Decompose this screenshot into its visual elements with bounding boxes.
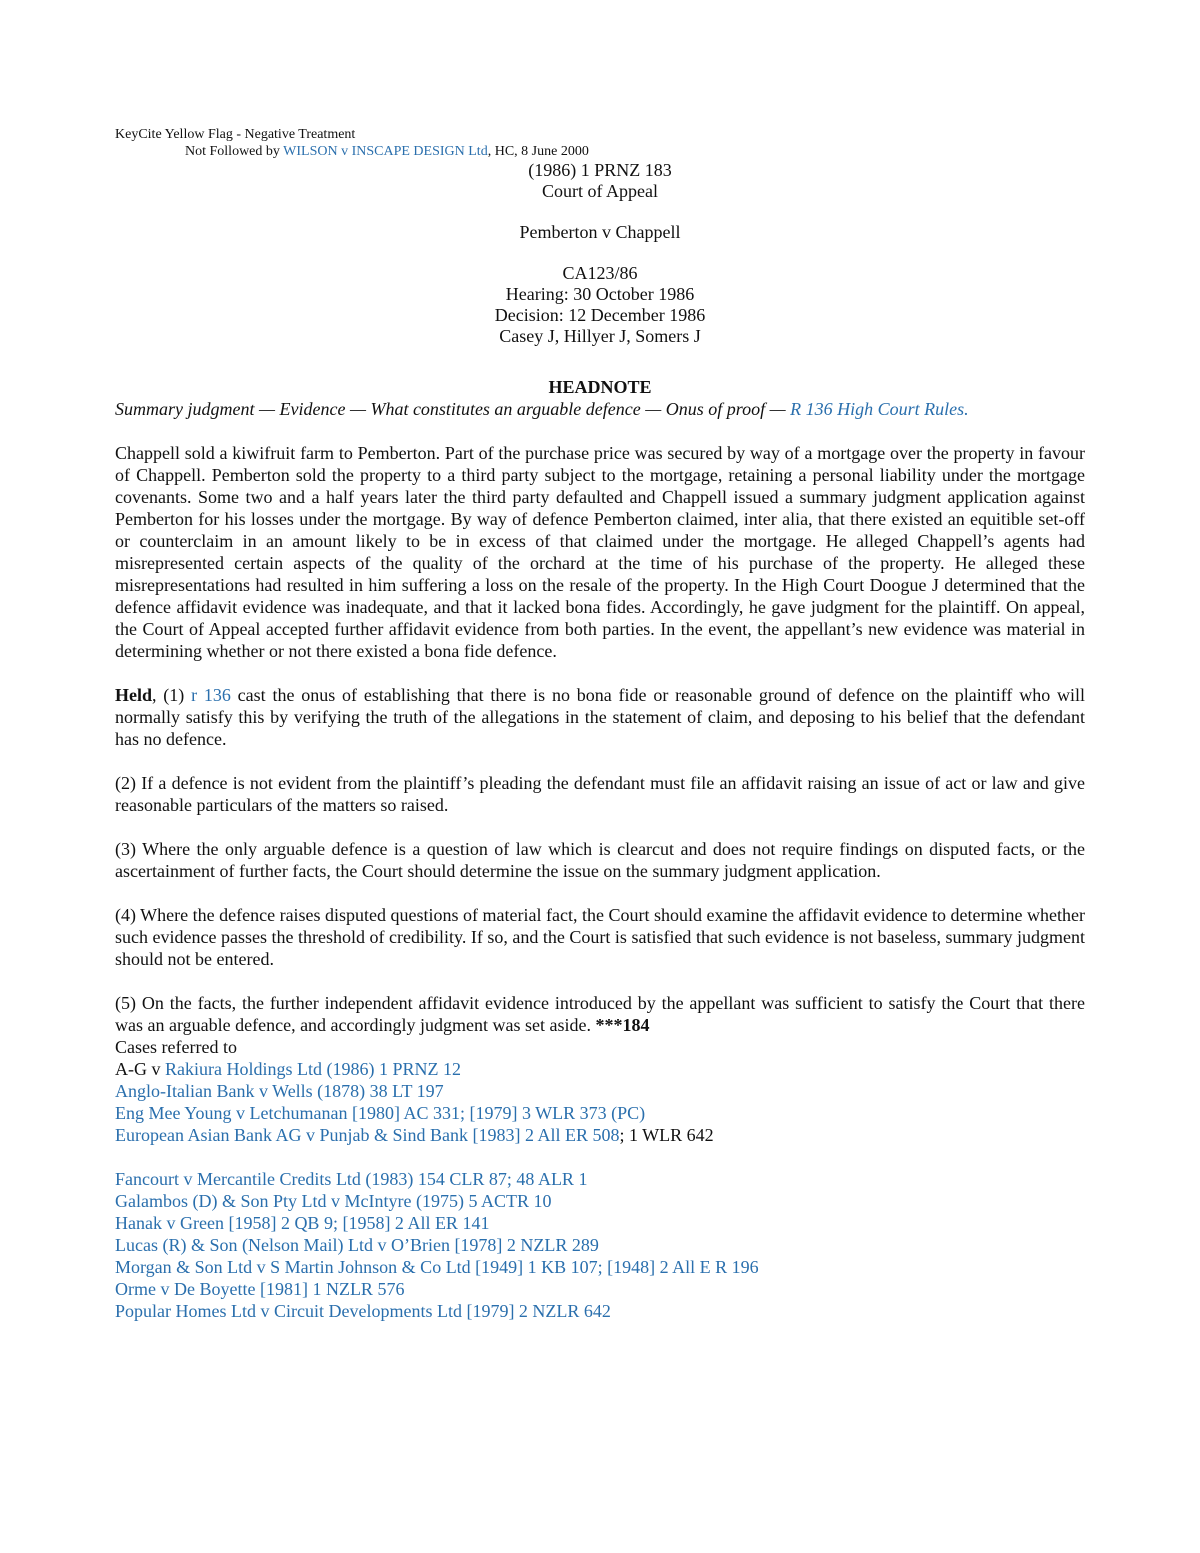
citation: (1986) 1 PRNZ 183: [528, 160, 672, 180]
case-item: [115, 1080, 1085, 1102]
document-page: [115, 126, 1085, 1322]
rule-136-link[interactable]: R 136 High Court Rules.: [790, 399, 969, 419]
keycite-treatment: [115, 143, 1085, 160]
held-1-text: cast the onus of establishing that there is no bona fide or reasonable ground of defence on the plaintiff who will normally satisfy this by verifying the truth of the allegations in the statement of claim, and deposing to his belief that the defendant has no defence.: [115, 685, 1085, 749]
case-item: [115, 1300, 1085, 1322]
case-link[interactable]: European Asian Bank AG v Punjab & Sind Bank [1983] 2 All ER 508: [115, 1125, 620, 1145]
held-3: (3) Where the only arguable defence is a question of law which is clearcut and does not require findings on disputed facts, or the ascertainment of further facts, the Court should determine the issue on the summary judgment application.: [115, 839, 1085, 881]
case-item: [115, 1124, 1085, 1146]
held-1-prefix: , (1): [152, 685, 192, 705]
case-prefix: A-G v: [115, 1059, 165, 1079]
case-suffix: ; 1 WLR 642: [619, 1125, 714, 1145]
held-4: (4) Where the defence raises disputed questions of material fact, the Court should examine the affidavit evidence to determine whether such evidence passes the threshold of credibility. If so, and the Court is satisfied that such evidence is not baseless, summary judgment should not be entered.: [115, 905, 1085, 969]
held-2: (2) If a defence is not evident from the plaintiff’s pleading the defendant must file an affidavit raising an issue of act or law and give reasonable particulars of the matters so raised.: [115, 773, 1085, 815]
headnote-title: HEADNOTE: [548, 377, 652, 397]
keycite-flag: KeyCite Yellow Flag - Negative Treatment: [115, 127, 356, 142]
case-header: [115, 160, 1085, 347]
case-item: [115, 1168, 1085, 1190]
case-item: [115, 1190, 1085, 1212]
case-item: [115, 1102, 1085, 1124]
judges: Casey J, Hillyer J, Somers J: [499, 326, 701, 346]
page-marker: ***184: [595, 1015, 650, 1035]
case-link[interactable]: Galambos (D) & Son Pty Ltd v McIntyre (1975) 5 ACTR 10: [115, 1191, 552, 1211]
keycite-treatment-case-link[interactable]: WILSON v INSCAPE DESIGN Ltd: [283, 144, 488, 159]
case-link[interactable]: Popular Homes Ltd v Circuit Developments Ltd [1979] 2 NZLR 642: [115, 1301, 611, 1321]
cases-referred-section: [115, 1036, 1085, 1322]
case-link[interactable]: Morgan & Son Ltd v S Martin Johnson & Co Ltd [1949] 1 KB 107; [1948] 2 All E R 196: [115, 1257, 759, 1277]
held-5-text: (5) On the facts, the further independent affidavit evidence introduced by the appellant was sufficient to satisfy the Court that there was an arguable defence, and accordingly judgment was set aside.: [115, 993, 1085, 1035]
keycite-treatment-prefix: Not Followed by: [185, 144, 284, 159]
case-link[interactable]: Lucas (R) & Son (Nelson Mail) Ltd v O’Brien [1978] 2 NZLR 289: [115, 1235, 599, 1255]
case-link[interactable]: Rakiura Holdings Ltd (1986) 1 PRNZ 12: [165, 1059, 461, 1079]
case-item: [115, 1256, 1085, 1278]
keycite-treatment-suffix: , HC, 8 June 2000: [487, 144, 589, 159]
case-link[interactable]: Fancourt v Mercantile Credits Ltd (1983) 154 CLR 87; 48 ALR 1: [115, 1169, 588, 1189]
r-136-link[interactable]: r 136: [191, 685, 231, 705]
case-link[interactable]: Eng Mee Young v Letchumanan [1980] AC 331; [1979] 3 WLR 373 (PC): [115, 1103, 646, 1123]
held-label: Held: [115, 685, 153, 705]
case-link[interactable]: Orme v De Boyette [1981] 1 NZLR 576: [115, 1279, 405, 1299]
held-5: [115, 992, 1085, 1036]
case-item: [115, 1278, 1085, 1300]
case-item: [115, 1234, 1085, 1256]
held-1: [115, 684, 1085, 750]
subject-text: Summary judgment — Evidence — What constitutes an arguable defence — Onus of proof —: [115, 399, 791, 419]
case-link[interactable]: Anglo-Italian Bank v Wells (1878) 38 LT 197: [115, 1081, 444, 1101]
headnote-facts: Chappell sold a kiwifruit farm to Pemberton. Part of the purchase price was secured by way of a mortgage over the property in favour of Chappell. Pemberton sold the property to a third party subject to the mortgage, retaining a personal liability under the mortgage covenants. Some two and a half years later the third party defaulted and Chappell issued a summary judgment application against Pemberton for his losses under the mortgage. By way of defence Pemberton claimed, inter alia, that there existed an equitible set-off or counterclaim in an amount likely to be in excess of that claimed under the mortgage. He alleged Chappell’s agents had misrepresented certain aspects of the quality of the orchard at the time of his purchase of the property. He alleged these misrepresentations had resulted in him suffering a loss on the resale of the property. In the High Court Doogue J determined that the defence affidavit evidence was inadequate, and that it lacked bona fides. Accordingly, he gave judgment for the plaintiff. On appeal, the Court of Appeal accepted further affidavit evidence from both parties. In the event, the appellant’s new evidence was material in determining whether or not there existed a bona fide defence.: [115, 443, 1085, 661]
hearing-date: Hearing: 30 October 1986: [505, 284, 695, 304]
case-item: [115, 1058, 1085, 1080]
case-link[interactable]: Hanak v Green [1958] 2 QB 9; [1958] 2 All ER 141: [115, 1213, 490, 1233]
keycite-block: [115, 126, 1085, 160]
cases-heading: Cases referred to: [115, 1037, 237, 1057]
case-item: [115, 1212, 1085, 1234]
headnote-subject: [115, 398, 1085, 420]
decision-date: Decision: 12 December 1986: [494, 305, 706, 325]
case-number: CA123/86: [562, 263, 638, 283]
court: Court of Appeal: [542, 181, 658, 201]
case-name: Pemberton v Chappell: [519, 222, 681, 242]
